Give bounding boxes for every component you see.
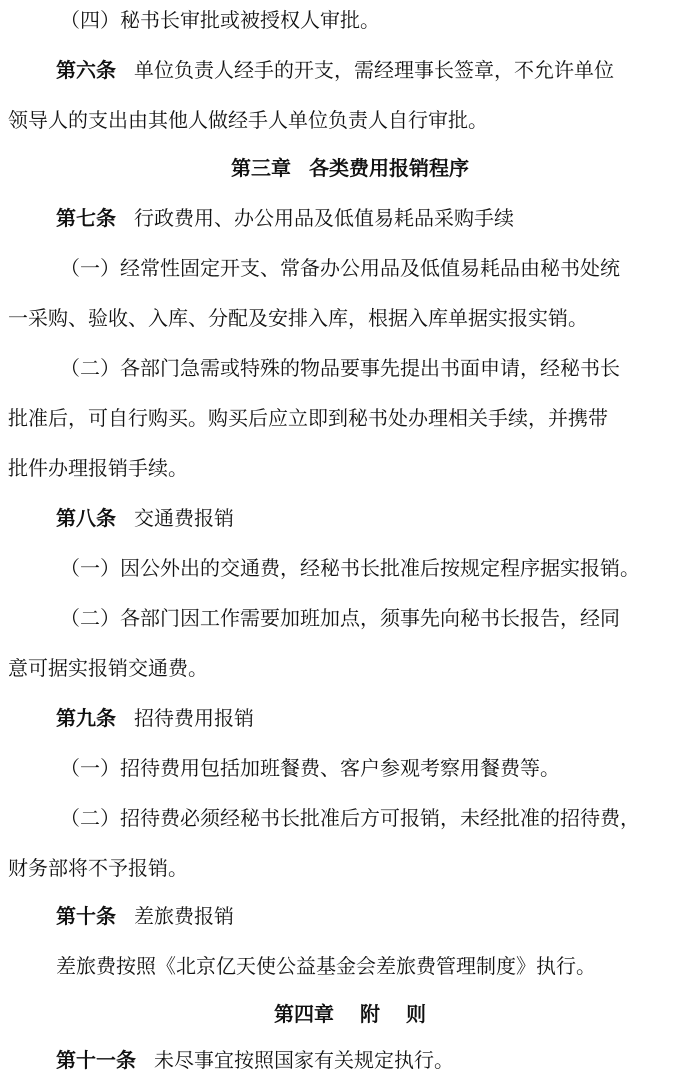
article-11-heading: 第十一条	[56, 1048, 136, 1072]
article-7-line	[0, 204, 700, 232]
article-8-heading: 第八条	[56, 506, 116, 530]
article-10-text: 差旅费报销	[134, 904, 234, 928]
article-6-text-cont: 领导人的支出由其他人做经手人单位负责人自行审批。	[8, 108, 488, 132]
chapter-4-number: 第四章	[274, 1002, 334, 1026]
article-7-text: 行政费用、办公用品及低值易耗品采购手续	[134, 206, 514, 230]
article-7-clause-1-line-2	[0, 304, 700, 332]
clause-text: （二）各部门急需或特殊的物品要事先提出书面申请，经秘书长	[60, 356, 620, 380]
clause-text: 差旅费按照《北京亿天使公益基金会差旅费管理制度》执行。	[56, 954, 596, 978]
clause-text: （二）各部门因工作需要加班加点，须事先向秘书长报告，经同	[60, 606, 620, 630]
article-7-heading: 第七条	[56, 206, 116, 230]
article-10-heading: 第十条	[56, 904, 116, 928]
chapter-3-heading	[0, 154, 700, 182]
clause-text: （四）秘书长审批或被授权人审批。	[60, 8, 380, 32]
article-7-clause-2-line-1	[0, 354, 700, 382]
article-7-clause-1-line-1	[0, 254, 700, 282]
article-10-body	[0, 952, 700, 980]
clause-4-approval	[0, 6, 700, 34]
chapter-3-title: 各类费用报销程序	[309, 156, 469, 180]
article-9-clause-2-line-2	[0, 854, 700, 882]
chapter-4-title-1: 附	[360, 1002, 380, 1026]
article-8-text: 交通费报销	[134, 506, 234, 530]
clause-text: 批件办理报销手续。	[8, 456, 188, 480]
clause-text: 意可据实报销交通费。	[8, 656, 208, 680]
chapter-4-title-2: 则	[406, 1002, 426, 1026]
article-11-text: 未尽事宜按照国家有关规定执行。	[154, 1048, 454, 1072]
clause-text: （一）经常性固定开支、常备办公用品及低值易耗品由秘书处统	[60, 256, 620, 280]
clause-text: 财务部将不予报销。	[8, 856, 188, 880]
clause-text: 批准后，可自行购买。购买后应立即到秘书处办理相关手续，并携带	[8, 406, 608, 430]
article-9-heading: 第九条	[56, 706, 116, 730]
clause-text: 一采购、验收、入库、分配及安排入库，根据入库单据实报实销。	[8, 306, 588, 330]
article-8-clause-2-line-1	[0, 604, 700, 632]
article-11-line	[0, 1046, 700, 1074]
article-9-line	[0, 704, 700, 732]
article-9-text: 招待费用报销	[134, 706, 254, 730]
clause-text: （二）招待费必须经秘书长批准后方可报销，未经批准的招待费，	[60, 806, 640, 830]
clause-text: （一）因公外出的交通费，经秘书长批准后按规定程序据实报销。	[60, 556, 640, 580]
article-8-line	[0, 504, 700, 532]
article-7-clause-2-line-2	[0, 404, 700, 432]
article-9-clause-2-line-1	[0, 804, 700, 832]
chapter-4-heading	[0, 1000, 700, 1028]
clause-text: （一）招待费用包括加班餐费、客户参观考察用餐费等。	[60, 756, 560, 780]
article-8-clause-1	[0, 554, 700, 582]
chapter-3-number: 第三章	[231, 156, 291, 180]
article-9-clause-1	[0, 754, 700, 782]
article-6-line-1	[0, 56, 700, 84]
article-6-heading: 第六条	[56, 58, 116, 82]
article-6-line-2	[0, 106, 700, 134]
article-8-clause-2-line-2	[0, 654, 700, 682]
article-6-text: 单位负责人经手的开支，需经理事长签章，不允许单位	[134, 58, 614, 82]
article-7-clause-2-line-3	[0, 454, 700, 482]
article-10-line	[0, 902, 700, 930]
